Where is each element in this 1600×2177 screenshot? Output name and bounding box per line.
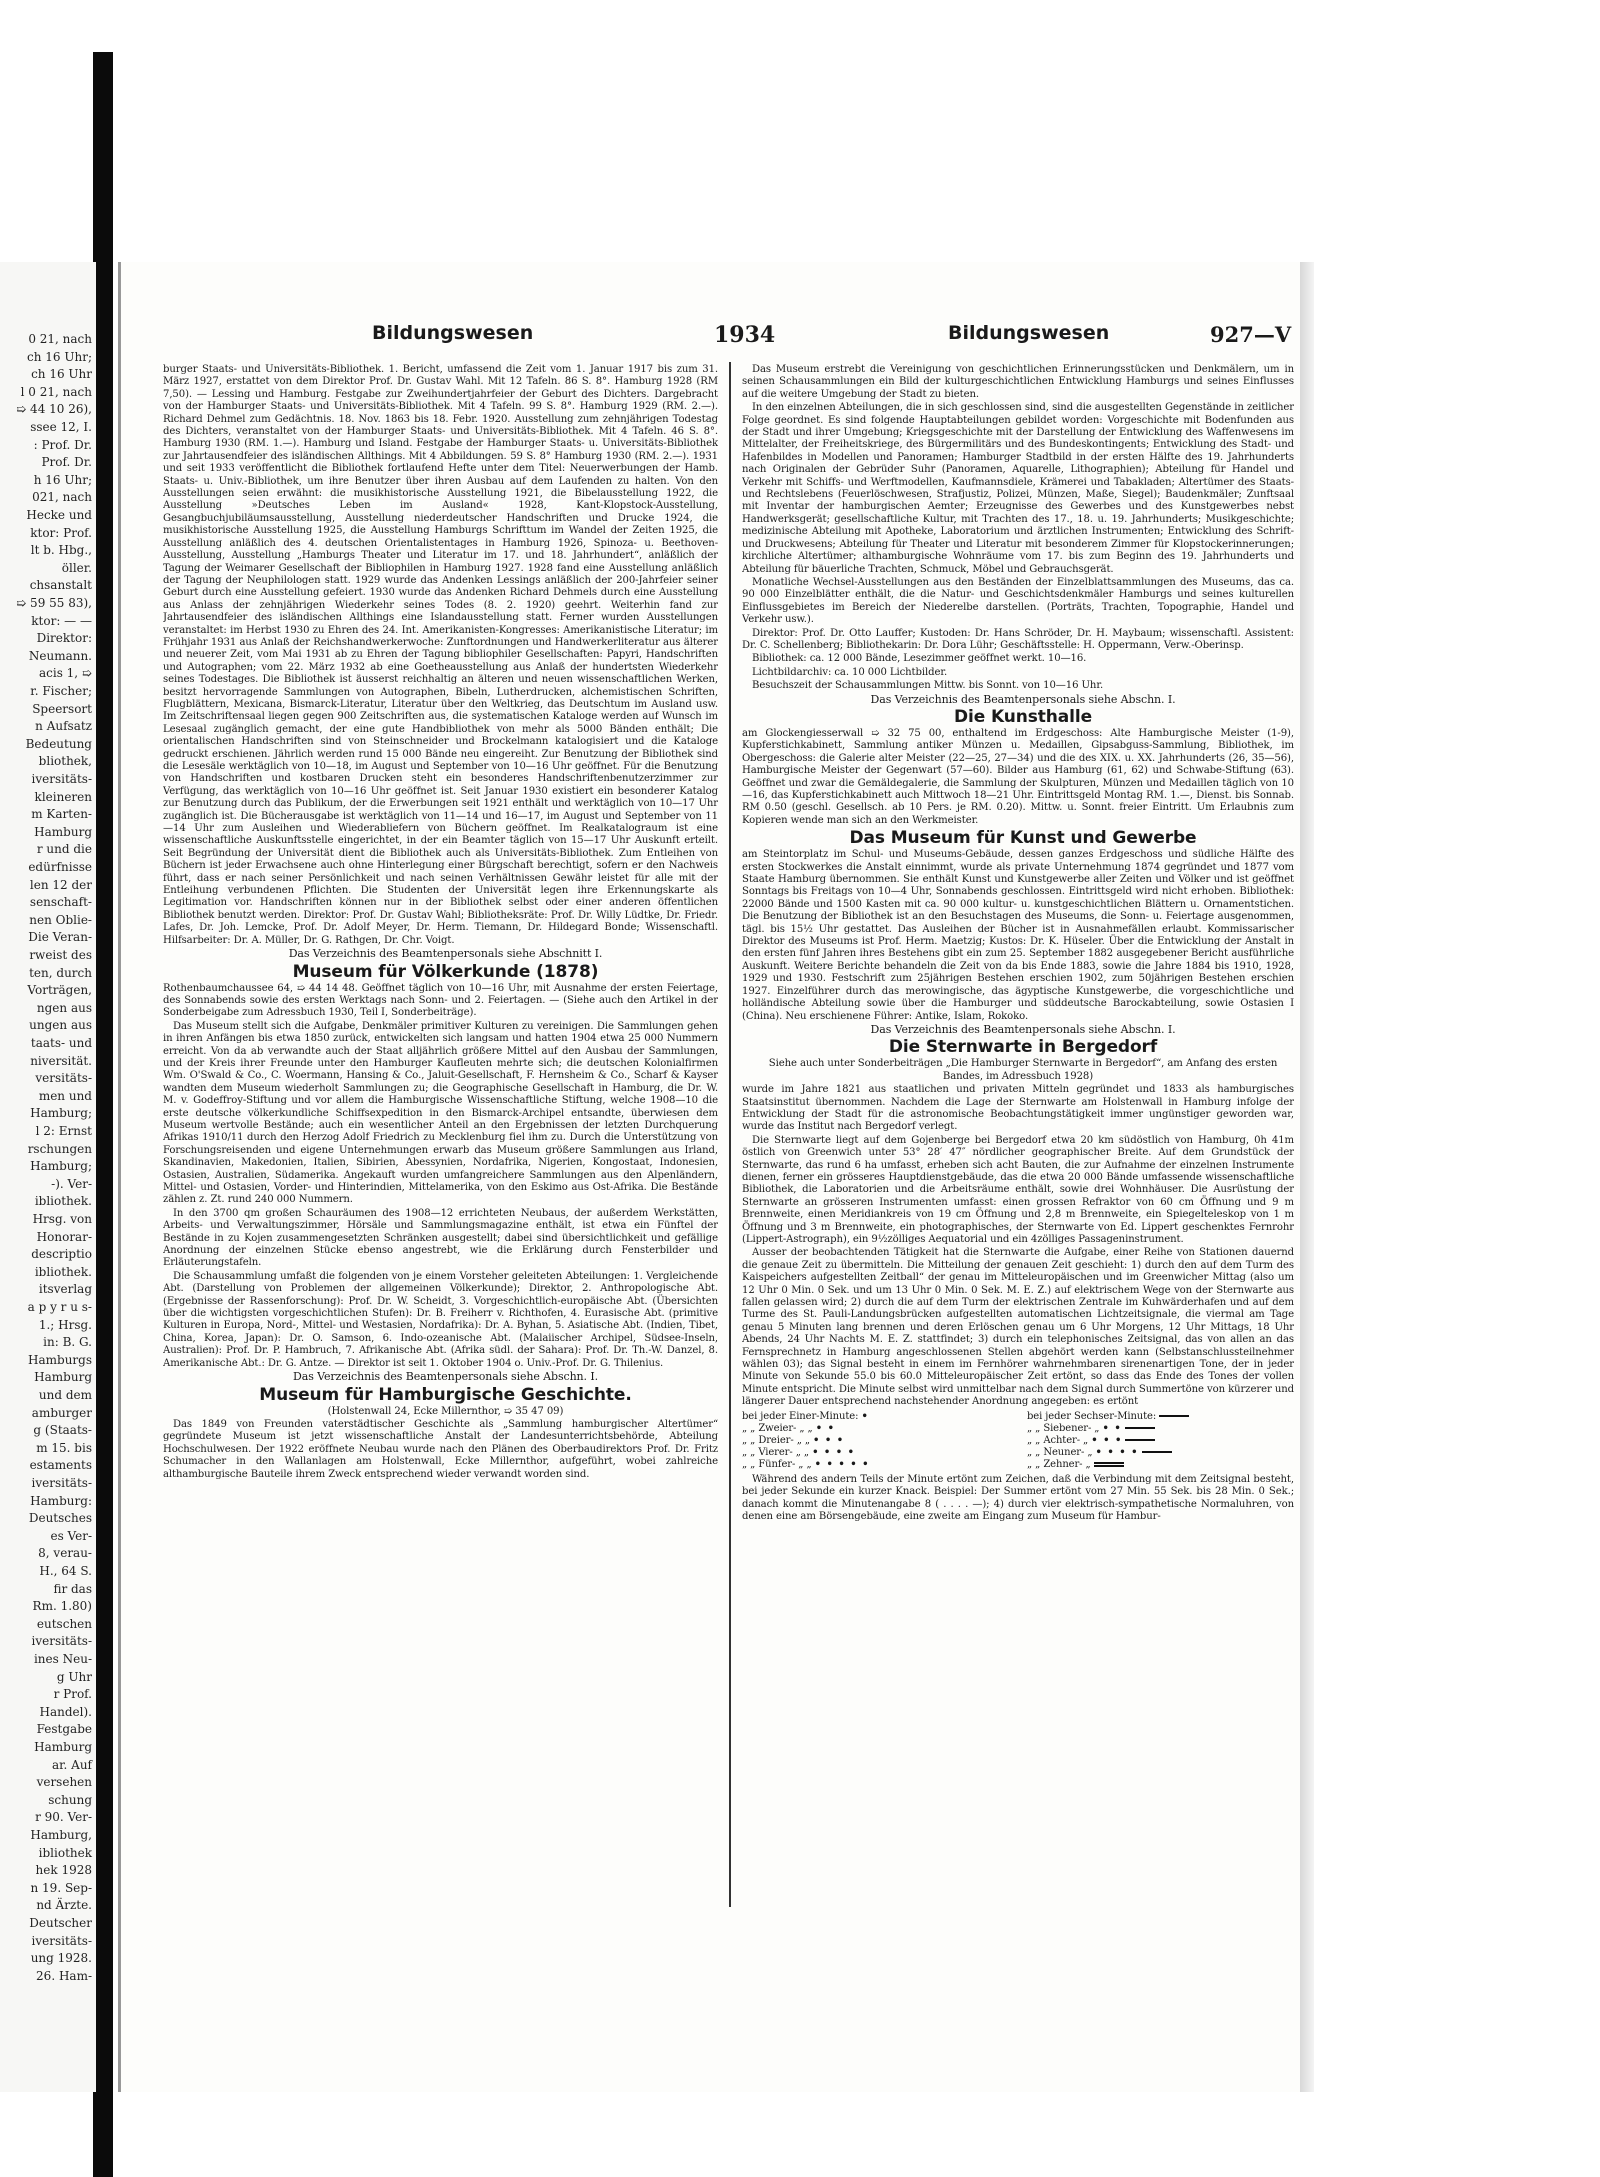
left-page-fragment: versitäts- <box>35 1071 92 1086</box>
left-page-fragment: iversitäts- <box>31 772 92 786</box>
page-number: 927—V <box>1210 322 1292 347</box>
left-page-fragment: amburger <box>31 1405 92 1420</box>
left-page-fragment: n 19. Sep- <box>30 1880 92 1895</box>
left-page-fragment: ines Neu- <box>33 1652 92 1666</box>
left-page-fragment: r 90. Ver- <box>35 1810 92 1825</box>
paragraph: Das Museum stellt sich die Aufgabe, Denkmäler primitiver Kulturen zu vereinigen. Die Sammlungen gehen in ihren Anfängen bis etwa 1850 zurück, entwickelten sich langsam und hatten 1904 etwa 25 000 Nummern erreicht. Von da ab verwandte auch der Staat alljährlich größere Mittel auf den Ausbau der Sammlungen, und der Kreis ihrer Freunde unter den Hamburger Kaufleuten mehrte sich; die deutschen Kolonialfirmen Wm. O'Swald & Co., C. Woermann, Hansing & Co., Jaluit-Gesellschaft, F. Hernsheim & Co., Scharf & Kayser wandten dem Museum wiederholt Sammlungen zu; die Geographische Gesellschaft in Hamburg, die Dr. W. M. v. Godeffroy-Stiftung und vor allem die Hamburgische Wissenschaftliche Stiftung, welche 1908—10 die erste deutsche völkerkundliche Schiffsexpedition in den Bismarck-Archipel entsandte, überwiesen dem Museum wertvolle Bestände; auch ein wesentlicher Anteil an den Ergebnissen der letzten Durchquerung Afrikas 1910/11 durch den Herzog Adolf Friedrich zu Mecklenburg fiel ihm zu. Durch die Unterstützung von Forschungsreisenden und eigene Unternehmungen erwarb das Museum größere Sammlungen aus Irland, Skandinavien, Makedonien, Italien, Sibirien, Abessynien, Nordafrika, Nigerien, Kongostaat, Indonesien, Ostasien, Australien, Südamerika. Angekauft wurden umfangreichere Sammlungen aus den Alpenländern, Mittel- und Ostasien, Vorder- und Hinterindien, Mittelamerika, von den Eskimo aus Ost-Afrika. Die Bestände zählen z. Zt. rund 240 000 Nummern. <box>163 1020 718 1206</box>
left-page-fragment: Hamburg <box>34 824 92 839</box>
column-right <box>742 364 1294 1904</box>
left-page-fragment: ung 1928. <box>30 1951 92 1966</box>
left-page-fragment: hek 1928 <box>35 1863 92 1878</box>
column-left <box>163 364 718 1904</box>
left-page-fragment: Neumann. <box>28 648 92 663</box>
paragraph: Lichtbildarchiv: ca. 10 000 Lichtbilder. <box>752 666 948 678</box>
section-heading-sternwarte: Die Sternwarte in Bergedorf <box>888 1037 1158 1058</box>
left-page-fragment: l 0 21, nach <box>20 384 92 399</box>
signal-row: „ „ Siebener- „ • • <box>1027 1423 1294 1435</box>
column-divider <box>729 362 731 1907</box>
paragraph: Während des andern Teils der Minute ertönt zum Zeichen, daß die Verbindung mit dem Zeitsignal besteht, bei jeder Sekunde ein kurzer Knack. Beispiel: Der Summer ertönt vom 27 Min. 55 Sek. bis 28 Min. 0 Sek.; danach kommt die Minutenangabe 8 ( . . . . —); 4) durch vier elektrisch-sympathetische Normaluhren, von denen eine am Börsengebäude, eine zweite am Eingang zum Museum für Hambur- <box>742 1473 1294 1522</box>
left-page-fragment: Vorträgen, <box>27 983 92 998</box>
paragraph: Direktor: Prof. Dr. Otto Lauffer; Kustoden: Dr. Hans Schröder, Dr. H. Maybaum; wissenschaftl. Assistent: Dr. C. Schellenberg; Bibliothekarin: Dr. Dora Lühr; Geschäftsstelle: H. Oppermann, Verw.-Oberinsp. <box>742 627 1294 651</box>
left-page-fragment: r und die <box>36 842 92 857</box>
left-page-fragment: 0 21, nach <box>28 332 92 346</box>
left-page-fragment: iversitäts- <box>31 1933 92 1948</box>
left-page-fragment: Speersort <box>32 701 92 716</box>
paragraph: Das Museum erstrebt die Vereinigung von geschichtlichen Erinnerungsstücken und Denkmälern, um in seinen Schausammlungen ein Bild der kulturgeschichtlichen Entwicklung Hamburgs und seines Einflusses auf die weitere Umgebung der Stadt zu bieten. <box>742 364 1294 400</box>
signal-row: „ „ Fünfer- „ „ • • • • • <box>742 1458 870 1470</box>
signal-row: „ „ Vierer- „ „ • • • • <box>742 1446 856 1458</box>
left-page-fragment: 8, verau- <box>38 1546 92 1561</box>
signal-bars-icon <box>1142 1450 1172 1454</box>
left-page-fragment: 021, nach <box>32 490 92 505</box>
left-page-fragment: Rm. 1.80) <box>32 1599 92 1614</box>
left-page-fragment: Die Veran- <box>28 930 92 945</box>
left-page-fragment: iversitäts- <box>31 1476 92 1490</box>
left-page-fragment: fir das <box>53 1581 92 1596</box>
left-page-fragment: Festgabe <box>36 1722 92 1737</box>
left-page-fragment: iversitäts- <box>31 1634 92 1649</box>
paragraph: Das 1849 von Freunden vaterstädtischer Geschichte als „Sammlung hamburgischer Altertümer“ gegründete Museum ist jetzt wissenschaftliche Anstalt der Landesunterrichtsbehörde, Abteilung Hochschulwesen. Der 1922 eröffnete Neubau wurde nach den Plänen des Oberbaudirektors Prof. Dr. Fritz Schumacher in den Wallanlagen am Holstenwall, Ecke Millernthor, aufgeführt, wobei zahlreiche althamburgische Bauteile ihrem Zweck entsprechend wieder verwandt worden sind. <box>163 1418 718 1480</box>
left-page-fragment: acis 1, ➯ <box>38 666 92 681</box>
left-page-fragment: ten, durch <box>29 965 92 980</box>
left-page-fragment: g Uhr <box>56 1669 92 1684</box>
left-page-fragment: senschaft- <box>29 895 92 910</box>
left-page-fragment: ibliothek. <box>34 1194 92 1209</box>
paragraph: Ausser der beobachtenden Tätigkeit hat die Sternwarte die Aufgabe, einer Reihe von Stationen dauernd die genaue Zeit zu übermitteln. Die Mitteilung der genauen Zeit geschieht: 1) durch den auf dem Turm des Kaispeichers aufgestellten Zeitball“ der genau im Mitteleuropäischen und im Greenwicher Mittag (also um 12 Uhr 0 Min. 0 Sek. und um 13 Uhr 0 Min. 0 Sek. M. E. Z.) auf elektrischem Wege von der Sternwarte aus fallen gelassen wird; 2) durch die auf dem Turm der elektrischen Zentrale im Kuhwärderhafen und auf dem Turme des St. Pauli-Landungsbrücken aufgestellten automatischen Lichtzeitsignale, die viermal am Tage genau 5 Minuten lang brennen und deren Erlöschen genau um 6 Uhr Morgens, 12 Uhr Mittags, 18 Uhr Abends, 24 Uhr Nachts M. E. Z. stattfindet; 3) durch ein telephonisches Zeitsignal, das von allen an das Fernsprechnetz in Hamburg angeschlossenen Stellen abgehört werden kann (Selbstanschlussteilnehmer wählen 03); das Signal besteht in einem im Fernhörer wahrnehmbaren sirenenartigen Tone, der in jeder Minute von Sekunde 55.0 bis 60.0 Mitteleuropäischer Zeit ertönt, so dass das Ende des Tones der vollen Minute entspricht. Die Minute selbst wird unmittelbar nach dem Signal durch Summertöne von kürzerer und längerer Dauer entsprechend nachstehender Anordnung angegeben: es ertönt <box>742 1247 1294 1408</box>
left-page-fragment: Bedeutung <box>25 736 92 751</box>
left-page-fragment: Handel). <box>39 1704 92 1719</box>
left-page-fragment: m 15. bis <box>36 1440 92 1455</box>
left-page-fragment: niversität. <box>30 1053 92 1068</box>
left-page-fragment: ktor: — — <box>31 613 92 628</box>
left-page-fragment: ➯ 44 10 26), <box>16 402 92 417</box>
left-page-fragment: ch 16 Uhr; <box>27 349 92 364</box>
left-page-fragment: kleineren <box>34 789 92 804</box>
left-page-fragment: ssee 12, I. <box>30 420 92 434</box>
left-page-fragment: men und <box>38 1088 92 1103</box>
left-page-fragment: nd Ärzte. <box>36 1898 92 1913</box>
left-page-fragment: ➯ 59 55 83), <box>16 596 92 610</box>
left-page-edge <box>0 262 96 2092</box>
left-page-fragment: Hamburg: <box>30 1493 92 1508</box>
left-page-fragment: lt b. Hbg., <box>30 543 92 558</box>
page-edge-shadow <box>1300 262 1314 2092</box>
left-page-fragment: m Karten- <box>31 807 92 822</box>
book-binding <box>93 52 113 2177</box>
left-page-fragment: versehen <box>36 1775 92 1790</box>
paragraph: am Steintorplatz im Schul- und Museums-Gebäude, dessen ganzes Erdgeschoss und südliche Hälfte des ersten Stockwerkes die Anstalt einnimmt, wurde als private Unternehmung 1874 gegründet und 1877 vom Staate Hamburg übernommen. Sie enthält Kunst und Kunstgewerbe aller Zeiten und Völker und ist geöffnet Sonntags bis Freitags von 10—4 Uhr, Sonnabends geschlossen. Eintrittsgeld wird nicht erhoben. Bibliothek: 22000 Bände und 1500 Kasten mit ca. 90 000 kultur- u. kunstgeschichtlichen Blättern u. Ornamentstichen. Die Benutzung der Bibliothek ist an den Besuchstagen des Museums, die Sonn- u. Feiertage ausgenommen, tägl. bis 15½ Uhr gestattet. Das Ausleihen der Bücher ist in Ausnahmefällen erlaubt. Kommissarischer Direktor des Museums ist Prof. Herm. Maetzig; Kustos: Dr. K. Hüseler. Über die Entwicklung der Anstalt in den ersten fünf Jahren ihres Bestehens gibt ein zum 25. September 1882 ausgegebener Bericht ausführliche Auskunft. Weitere Berichte behandeln die Zeit von da bis Ende 1883, sowie die Jahre 1884 bis 1910, 1928, 1929 und 1930. Festschrift zum 25jährigen Bestehen erschien 1902, zum 50jährigen Bestehen erschien 1927. Einzelführer durch das merowingische, das ägyptische Kunstgewerbe, die vorgeschichtliche und holländische Abteilung sowie über die Hamburger und süddeutsche Barockabteilung, sowie Ostasien I (China). Neu erschienene Führer: Antike, Islam, Rokoko. <box>742 849 1294 1022</box>
section-heading-kunst-und-gewerbe: Das Museum für Kunst und Gewerbe <box>849 828 1197 849</box>
left-page-fragment: nen Oblie- <box>29 912 92 927</box>
left-page-fragment: h 16 Uhr; <box>33 472 92 487</box>
left-page-fragment: Hamburg <box>34 1370 92 1385</box>
left-page-fragment: l 2: Ernst <box>35 1124 92 1138</box>
header-year: 1934 <box>714 322 776 348</box>
paragraph: Die Sternwarte liegt auf dem Gojenberge bei Bergedorf etwa 20 km südöstlich von Hamburg, 0h 41m östlich von Greenwich unter 53° 28′ 47″ nördlicher geographischer Breite. Auf dem Grundstück der Sternwarte, das rund 6 ha umfasst, erheben sich acht Bauten, die zur Aufnahme der einzelnen Instrumente dienen, ferner ein grösseres Hauptdienstgebäude, das die etwa 20 000 Bände umfassende wissenschaftliche Bibliothek, die Laboratorien und die Arbeitsräume enthält, sowie drei Wohnhäuser. Die Ausrüstung der Sternwarte an grösseren Instrumenten umfasst: einen grossen Refraktor von 60 cm Öffnung und 9 m Brennweite, einen Meridiankreis von 19 cm Öffnung und 2,8 m Brennweite, ein Spiegelteleskop von 1 m Öffnung und 3 m Brennweite, ein photographisches, der Sternwarte von Ed. Lippert geschenktes Fernrohr (Lippert-Astrograph), ein 9½zölliges Aequatorial und ein 4zölliges Passageninstrument. <box>742 1134 1294 1245</box>
left-page-fragment: 26. Ham- <box>36 1968 92 1983</box>
left-page-fragment: ktor: Prof. <box>30 525 92 540</box>
header-left-title: Bildungswesen <box>372 322 534 344</box>
left-page-fragment: Deutsches <box>28 1511 92 1526</box>
left-page-fragment: Prof. Dr. <box>41 455 92 470</box>
paragraph: In den einzelnen Abteilungen, die in sich geschlossen sind, sind die ausgestellten Gegenstände in zeitlicher Folge geordnet. Es sind folgende Hauptabteilungen gebildet worden: Vorgeschichte mit Bodenfunden aus der Stadt und ihrer Umgebung; Kriegsgeschichte mit der Darstellung der Entwicklung des Waffenwesens im Mittelalter, der Freiheitskriege, des Bürgermilitärs und des Bundeskontingents; Entwicklung des Stadt- und Hafenbildes in Modellen und Panoramen; Hamburger Stadtbild in der ersten Hälfte des 19. Jahrhunderts nach Originalen der Gebrüder Suhr (Panoramen, Aquarelle, Lithographien); Abteilung für Handel und Verkehr mit Schiffs- und Werftmodellen, Kaufmannsdiele, Krämerei und Tabakladen; Altertümer des Staats- und Rechtslebens (Feuerlöschwesen, Strafjustiz, Polizei, Münzen, Maße, Siegel); Baudenkmäler; Zunftsaal mit Inventar der hamburgischen Aemter; Erzeugnisse des Gewerbes und des Kunstgewerbes nebst Handwerksgerät; gesellschaftliche Kultur, mit Trachten des 17., 18. u. 19. Jahrhunderts; Musikgeschichte; medizinische Abteilung mit Apotheke, Laboratorium und ärztlichen Instrumenten; Entwicklung des Schrift- und Druckwesens; Abteilung für Theater und Literatur mit besonderem Zimmer für Klopstockerinnerungen; kirchliche Altertümer; althamburgische Wohnräume vom 17. bis zum Beginn des 19. Jahrhunderts und Abteilung für bäuerliche Trachten, Schmuck, Möbel und Gebrauchsgerät. <box>742 402 1294 575</box>
address-line: (Holstenwall 24, Ecke Millernthor, ➯ 35 47 09) <box>327 1405 564 1417</box>
left-page-fragment: Hamburg, <box>30 1828 92 1842</box>
left-page-fragment: Honorar- <box>36 1229 92 1244</box>
staff-reference: Das Verzeichnis des Beamtenpersonals siehe Abschnitt I. <box>288 947 603 961</box>
left-page-fragment: ngen aus <box>36 1000 92 1015</box>
page-header <box>0 322 1600 352</box>
staff-reference: Das Verzeichnis des Beamtenpersonals siehe Abschn. I. <box>293 1370 598 1384</box>
paragraph: Rothenbaumchaussee 64, ➯ 44 14 48. Geöffnet täglich von 10—16 Uhr, mit Ausnahme der ersten Feiertage, des Sonnabends sowie des ersten Werktags nach Sonn- und 2. Feiertagen. — (Siehe auch den Artikel in der Sonderbeigabe zum Adressbuch 1930, Teil I, Sonderbeiträge). <box>163 982 718 1019</box>
left-page-fragment: edürfnisse <box>28 860 92 874</box>
left-page-fragment: schung <box>48 1792 92 1807</box>
left-page-fragment: und dem <box>38 1388 92 1402</box>
subtitle-note: Siehe auch unter Sonderbeiträgen „Die Hamburger Sternwarte in Bergedorf“, am Anfang des ersten Bandes, im Adressbuch 1928) <box>768 1058 1278 1082</box>
left-page-fragment: es Ver- <box>50 1528 92 1543</box>
left-page-fragment: Hecke und <box>26 508 92 522</box>
signal-row: „ „ Neuner- „ • • • • <box>1027 1447 1294 1459</box>
left-page-fragment: 1.; Hrsg. <box>38 1317 92 1332</box>
section-heading-hamburgische-geschichte: Museum für Hamburgische Geschichte. <box>259 1384 632 1405</box>
signal-bars-icon <box>1125 1426 1155 1430</box>
left-page-fragment: ibliothek. <box>34 1264 92 1279</box>
signal-row: bei jeder Sechser-Minute: <box>1027 1411 1294 1423</box>
left-page-fragment: chsanstalt <box>29 578 92 593</box>
left-page-fragment: a p y r u s- <box>27 1300 92 1314</box>
left-page-fragment: ar. Auf <box>51 1757 92 1772</box>
left-page-fragment: Hamburg; <box>30 1106 92 1121</box>
left-page-fragment: itsverlag <box>38 1282 92 1297</box>
left-page-fragment: ibliothek <box>38 1845 92 1860</box>
signal-bars-icon <box>1159 1414 1189 1418</box>
paragraph: In den 3700 qm großen Schauräumen des 1908—12 errichteten Neubaus, der außerdem Werkstätten, Arbeits- und Verwaltungszimmer, Hörsäle und Sammlungsmagazine enthält, ist etwa ein Fünftel der Bestände in zu Kojen zusammengesetzten Schränken ausgestellt; dabei sind übersichtlichkeit und gefällige Anordnung der einzelnen Stücke ebenso angestrebt, wie die Erklärung durch Fensterbilder und Erläuterungstafeln. <box>163 1207 718 1269</box>
left-page-fragment: ungen aus <box>29 1018 92 1033</box>
signal-row: „ „ Zweier- „ „ • • <box>742 1422 835 1434</box>
header-right-title: Bildungswesen <box>948 322 1110 344</box>
left-page-fragment: r Prof. <box>53 1687 92 1702</box>
left-page-fragment: Hamburgs <box>28 1352 92 1367</box>
left-page-fragment: Hrsg. von <box>32 1212 92 1226</box>
signal-bars-icon <box>1125 1438 1155 1442</box>
signal-bars-icon <box>1094 1461 1124 1468</box>
left-page-fragment: r. Fischer; <box>30 684 92 698</box>
left-page-fragment: rweist des <box>29 948 92 962</box>
left-page-fragment: Deutscher <box>29 1916 92 1930</box>
left-page-fragment: Hamburg; <box>30 1159 92 1174</box>
staff-reference: Das Verzeichnis des Beamtenpersonals siehe Abschn. I. <box>870 1022 1176 1036</box>
staff-reference: Das Verzeichnis des Beamtenpersonals siehe Abschn. I. <box>870 692 1176 706</box>
left-page-fragment: : Prof. Dr. <box>33 437 92 452</box>
paragraph: burger Staats- und Universitäts-Bibliothek. 1. Bericht, umfassend die Zeit vom 1. Januar 1917 bis zum 31. März 1927, erstattet von dem Direktor Prof. Dr. Gustav Wahl. Mit 12 Tafeln. 86 S. 8°. Hamburg 1928 (RM 7,50). — Lessing und Hamburg. Festgabe zur Zweihundertjahrfeier der Geburt des Dichters. Dargebracht von der Hamburger Staats- und Universitäts-Bibliothek. Mit 4 Tafeln. 99 S. 8°. Hamburg 1929 (RM. 2.—). Richard Dehmel zum Gedächtnis. 18. Nov. 1863 bis 18. Febr. 1920. Ausstellung zum zehnjährigen Todestag des Dichters, veranstaltet von der Hamburger Staats- und Universitäts-Bibliothek. Mit 4 Tafeln. 46 S. 8°. Hamburg 1930 (RM. 1.—). Hamburg und Island. Festgabe der Hamburger Staats- u. Universitäts-Bibliothek zur Jahrtausendfeier des isländischen Allthings. Mit 4 Abbildungen. 59 S. 8° Hamburg 1930 (RM. 2.—). 1931 und seit 1933 veröffentlicht die Bibliothek fortlaufend Hefte unter dem Titel: Neuerwerbungen der Hamb. Staats- u. Univ.-Bibliothek, um ihre Benutzer über ihren Ausbau auf dem Laufenden zu halten. Von den Ausstellungen seien erwähnt: die musikhistorische Ausstellung 1921, die Bibelausstellung 1922, die Ausstellung »Deutsches Leben im Ausland« 1928, Kant-Klopstock-Ausstellung, Gesangbuchjubiläumsausstellung, Ausstellung niederdeutscher Handschriften und Drucke 1924, die musikhistorische Ausstellung 1925, die Ausstellung Hamburgs Schrifttum im Wandel der Zeiten 1925, die Ausstellung anläßlich des 4. deutschen Orientalistentages in Hamburg 1926, Spinoza- u. Beethoven-Ausstellung, Ausstellung „Hamburgs Theater und Literatur im 17. und 18. Jahrhundert“, anläßlich der Tagung der Weimarer Gesellschaft der Bibliophilen in Hamburg 1927. 1928 fand eine Ausstellung anläßlich der Tagung der Neuphilologen statt. 1929 wurde das Andenken Lessings anläßlich der 200-Jahrfeier seiner Geburt durch eine Ausstellung gefeiert. 1930 wurde das Andenken Richard Dehmels durch eine Ausstellung aus Anlass der zehnjährigen Wiederkehr seines Todes (8. 2. 1920) geehrt. Weiterhin fand zur Jahrtausendfeier des isländischen Allthings eine Islandausstellung statt. Ferner wurden Ausstellungen veranstaltet: im Herbst 1930 zu Ehren des 24. Int. Amerikanisten-Kongresses: Amerikanistische Literatur; im Frühjahr 1931 aus Anlaß der Reichshandwerkerwoche: Zunftordnungen und Handwerkerliteratur aus älterer und neuerer Zeit, vom Mai 1931 ab zu Ehren der Tagung bibliophiler Gesellschaften: Papyri, Handschriften und Autographen; vom 22. März 1932 ab eine Goetheausstellung aus Anlaß der hundertsten Wiederkehr seines Todestages. Die Bibliothek ist äusserst reichhaltig an älteren und neuen wissenschaftlichen Werken, besitzt hervorragende Sammlungen von Autographen, Bibeln, Lutherdrucken, alchemistischen Schriften, Flugblättern, Mexicana, Bismarck-Literatur, Literatur über den Weltkrieg, das Deutschtum im Ausland usw. Im Zeitschriftensaal liegen gegen 900 Zeitschriften aus, die systematischen Kataloge werden auf Wunsch im Lesesaal zugänglich gemacht, der eine gute Handbibliothek von mehr als 5000 Bänden enthält; Die orientalischen Handschriften sind von Steinschneider und Brockelmann katalogisiert und die Kataloge gedruckt erschienen. Jährlich werden rund 15 000 Bände neu eingereiht. Zur Benutzung der Bibliothek sind die Lesesäle werktäglich von 10—18, im August und September von 10—16 Uhr geöffnet. Für die Benutzung von Handschriften und kostbaren Drucken steht ein besonderes Handschriftenbenutzerzimmer zur Verfügung, das werktäglich von 10—16 Uhr geöffnet ist. Seit Januar 1930 existiert ein besonderer Katalog zur Benutzung durch das Publikum, der die Erwerbungen seit 1921 enthält und werktäglich von 10—17 Uhr zugänglich ist. Die Bücherausgabe ist werktäglich von 11—14 und 16—17, im August und September von 11—14 Uhr zum Ausleihen und Wiederabliefern von Büchern geöffnet. Im Realkatalograum ist eine wissenschaftliche Auskunftsstelle eingerichtet, in der ein Beamter täglich von 15—17 Uhr Auskunft erteilt. Seit Begründung der Universität dient die Bibliothek auch als Universitäts-Bibliothek. Zum Entleihen von Büchern ist jeder Erwachsene auch ohne Hinterlegung einer Bürgschaft berechtigt, sofern er den Nachweis führt, dass er nach seiner Persönlichkeit und nach seinen Verhältnissen Gewähr leistet für alle mit der Entleihung verbundenen Pflichten. Die Studenten der Universität legen ihre Erkennungskarte als Legitimation vor. Handschriften können nur in der Bibliothek selbst oder einer anderen öffentlichen Bibliothek benutzt werden. Direktor: Prof. Dr. Gustav Wahl; Bibliotheksräte: Prof. Dr. Willy Lüdtke, Dr. Friedr. Lafes, Dr. Joh. Lemcke, Prof. Dr. Adolf Meyer, Dr. Herm. Tiemann, Dr. Hildegard Bonde; Wissenschaftl. Hilfsarbeiter: Dr. A. Müller, Dr. G. Rathgen, Dr. Chr. Voigt. <box>163 364 718 946</box>
left-page-fragment: n Aufsatz <box>35 719 92 734</box>
paragraph: Die Schausammlung umfaßt die folgenden von je einem Vorsteher geleiteten Abteilungen: 1. Vergleichende Abt. (Darstellung von Problemen der allgemeinen Völkerkunde); Direktor, 2. Anthropologische Abt. (Ergebnisse der Rassenforschung): Prof. Dr. W. Scheidt, 3. Vorgeschichtlich-europäische Abt. (Übersichten über die wichtigsten vorgeschichtlichen Stufen): Dr. B. Freiherr v. Richthofen, 4. Eurasische Abt. (primitive Kulturen in Europa, Nord-, Mittel- und Westasien, Nordafrika): Dr. A. Byhan, 5. Asiatische Abt. (Indien, Tibet, China, Korea, Japan): Dr. O. Samson, 6. Indo-ozeanische Abt. (Malaiischer Archipel, Südsee-Inseln, Australien): Prof. Dr. P. Hambruch, 7. Afrikanische Abt. (Afrika südl. der Sahara): Prof. Dr. Th.-W. Danzel, 8. Amerikanische Abt.: Dr. G. Antze. — Direktor ist seit 1. Oktober 1904 o. Univ.-Prof. Dr. G. Thilenius. <box>163 1270 718 1369</box>
signal-row: bei jeder Einer-Minute: • <box>742 1410 869 1422</box>
left-page-fragment: Hamburg <box>34 1740 92 1754</box>
left-page-fragment: estaments <box>29 1458 92 1473</box>
left-page-fragment: descriptio <box>31 1247 92 1262</box>
left-page-fragment: eutschen <box>36 1616 92 1631</box>
paragraph: am Glockengiesserwall ➯ 32 75 00, enthaltend im Erdgeschoss: Alte Hamburgische Meister (1-9), Kupferstichkabinett, Sammlung antiker Münzen u. Medaillen, Gipsabguss-Sammlung, Bibliothek, im Obergeschoss: die Galerie alter Meister (22—25, 27—34) und die des XIX. u. XX. Jahrhunderts (26, 35—56), Hamburgische Meister der Gegenwart (57—60). Bilder aus Hamburg (61, 62) und Schwabe-Stiftung (63). Geöffnet und zwar die Gemäldegalerie, die Sammlung der Skulpturen, Münzen und Medaillen täglich von 10—16, das Kupferstichkabinett auch Mittwoch 18—21 Uhr. Eintrittsgeld Montag RM. 1.—, Dienst. bis Sonnab. RM 0.50 (geschl. Gesellsch. ab 10 Pers. je RM. 0.20). Mittw. u. Sonnt. freier Eintritt. Um Erlaubnis zum Kopieren wende man sich an den Werkmeister. <box>742 727 1294 826</box>
paragraph: wurde im Jahre 1821 aus staatlichen und privaten Mitteln gegründet und 1833 als hamburgisches Staatsinstitut übernommen. Nachdem die Lage der Sternwarte am Holstenwall in Hamburg infolge der Entwicklung der Stadt für die astronomische Beobachtungstätigkeit immer ungünstiger geworden war, wurde das Institut nach Bergedorf verlegt. <box>742 1084 1294 1133</box>
paragraph: Bibliothek: ca. 12 000 Bände, Lesezimmer geöffnet werkt. 10—16. <box>752 653 1087 665</box>
signal-table <box>742 1411 1294 1471</box>
left-page-fragment: -). Ver- <box>51 1176 92 1191</box>
section-heading-kunsthalle: Die Kunsthalle <box>953 706 1093 727</box>
paragraph: Monatliche Wechsel-Ausstellungen aus den Beständen der Einzelblattsammlungen des Museums, das ca. 90 000 Einzelblätter enthält, die die Natur- und Geschichtsdenkmäler Hamburgs und seines kulturellen Einflussgebietes im Bereich der Niederelbe darstellen. (Porträts, Trachten, Topographie, Handel und Verkehr usw.). <box>742 576 1294 626</box>
signal-row: „ „ Zehner- „ <box>1027 1459 1294 1471</box>
left-page-fragment: Direktor: <box>36 631 92 646</box>
left-page-fragment: bliothek, <box>38 754 92 769</box>
paragraph: Besuchszeit der Schausammlungen Mittw. bis Sonnt. von 10—16 Uhr. <box>752 680 1104 692</box>
left-page-fragment: len 12 der <box>29 877 92 892</box>
left-page-fragment: g (Staats- <box>33 1423 92 1438</box>
left-page-fragment: in: B. G. <box>43 1335 92 1350</box>
section-heading-voelkerkunde: Museum für Völkerkunde (1878) <box>292 961 599 982</box>
left-page-fragment: öller. <box>61 560 92 575</box>
signal-row: „ „ Achter- „ • • • <box>1027 1435 1294 1447</box>
left-page-fragment: rschungen <box>27 1141 92 1156</box>
signal-row: „ „ Dreier- „ „ • • • <box>742 1434 845 1446</box>
left-page-fragment: taats- und <box>30 1036 92 1050</box>
left-page-fragment: H., 64 S. <box>39 1564 92 1578</box>
left-page-fragment: ch 16 Uhr <box>31 367 92 382</box>
